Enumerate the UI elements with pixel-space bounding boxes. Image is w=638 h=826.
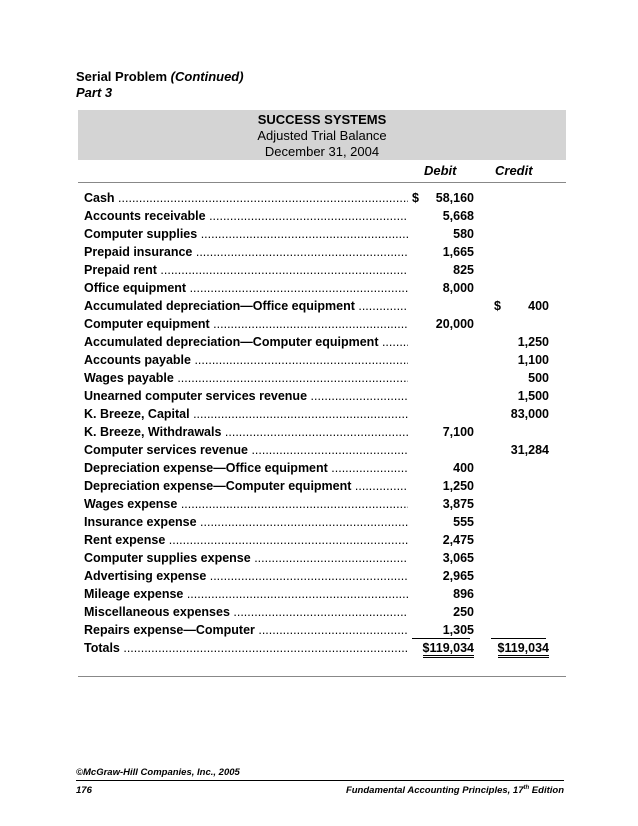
credit-amount: 1,500 xyxy=(517,389,549,403)
debit-amount: 580 xyxy=(453,227,474,241)
part-label: Part 3 xyxy=(76,85,113,100)
debit-amount: 555 xyxy=(453,515,474,529)
table-row xyxy=(84,587,566,605)
table-row xyxy=(84,299,566,317)
table-row xyxy=(84,353,566,371)
table-row xyxy=(84,335,566,353)
table-bottom-rule xyxy=(78,676,566,677)
account-name: Mileage expense ..... xyxy=(84,587,408,601)
table-row xyxy=(84,191,566,209)
table-row xyxy=(84,533,566,551)
account-name: Accounts receivable ..... xyxy=(84,209,408,223)
table-row xyxy=(84,209,566,227)
debit-amount: 2,965 xyxy=(442,569,474,583)
table-row xyxy=(84,479,566,497)
account-name: Cash ..... xyxy=(84,191,408,205)
table-row xyxy=(84,605,566,623)
total-debit: $119,034 xyxy=(423,641,474,658)
book-title-tail: Edition xyxy=(529,785,564,797)
debit-amount: 58,160 xyxy=(435,191,474,205)
debit-amount: 8,000 xyxy=(442,281,474,295)
page-number: 176 xyxy=(76,785,92,796)
table-row xyxy=(84,407,566,425)
credit-dollar-sign: $ xyxy=(494,299,501,313)
continued-label: (Continued) xyxy=(170,69,244,84)
account-name: Depreciation expense—Office equipment ..... xyxy=(84,461,408,475)
credit-amount: 83,000 xyxy=(510,407,549,421)
table-row xyxy=(84,371,566,389)
credit-column-header: Credit xyxy=(495,163,533,178)
table-row xyxy=(84,497,566,515)
debit-dollar-sign: $ xyxy=(412,191,419,205)
credit-subtotal-rule xyxy=(491,638,546,639)
debit-amount: 1,305 xyxy=(442,623,474,637)
table-row xyxy=(84,443,566,461)
account-name: Wages expense ..... xyxy=(84,497,408,511)
totals-row xyxy=(84,641,566,659)
table-row xyxy=(84,245,566,263)
column-header-row xyxy=(78,160,566,183)
debit-amount: 5,668 xyxy=(442,209,474,223)
book-title-sup: th xyxy=(523,785,530,791)
credit-amount: 400 xyxy=(528,299,549,313)
totals-label: Totals ..... xyxy=(84,641,408,655)
account-name: Prepaid insurance ..... xyxy=(84,245,408,259)
account-name: Computer equipment ..... xyxy=(84,317,408,331)
table-row xyxy=(84,227,566,245)
debit-amount: 400 xyxy=(453,461,474,475)
debit-amount: 2,475 xyxy=(442,533,474,547)
account-name: Computer services revenue ..... xyxy=(84,443,408,457)
account-name: Miscellaneous expenses ..... xyxy=(84,605,408,619)
account-name: Insurance expense ..... xyxy=(84,515,408,529)
debit-amount: 3,875 xyxy=(442,497,474,511)
debit-amount: 825 xyxy=(453,263,474,277)
total-credit: $119,034 xyxy=(498,641,549,658)
account-name: Computer supplies expense ..... xyxy=(84,551,408,565)
debit-subtotal-rule xyxy=(412,638,470,639)
statement-name: Adjusted Trial Balance xyxy=(257,128,387,143)
trial-balance-rows xyxy=(84,191,566,659)
debit-amount: 896 xyxy=(453,587,474,601)
table-row xyxy=(84,569,566,587)
account-name: Repairs expense—Computer ..... xyxy=(84,623,408,637)
table-row xyxy=(84,623,566,641)
table-row xyxy=(84,281,566,299)
account-name: Accumulated depreciation—Computer equipment ..... xyxy=(84,335,408,349)
table-row xyxy=(84,461,566,479)
debit-amount: 250 xyxy=(453,605,474,619)
book-title-main: Fundamental Accounting Principles, 17 xyxy=(345,785,524,797)
account-name: Unearned computer services revenue ..... xyxy=(84,389,408,403)
debit-amount: 20,000 xyxy=(435,317,474,331)
account-name: Rent expense ..... xyxy=(84,533,408,547)
table-row xyxy=(84,425,566,443)
book-title xyxy=(346,785,564,796)
serial-problem-heading xyxy=(76,69,244,84)
debit-amount: 3,065 xyxy=(442,551,474,565)
account-name: Advertising expense ..... xyxy=(84,569,408,583)
account-name: Wages payable ..... xyxy=(84,371,408,385)
debit-amount: 1,250 xyxy=(442,479,474,493)
account-name: Accumulated depreciation—Office equipment ..... xyxy=(84,299,408,313)
copyright-notice: ©McGraw-Hill Companies, Inc., 2005 xyxy=(76,767,240,778)
statement-date: December 31, 2004 xyxy=(264,144,380,159)
table-row xyxy=(84,515,566,533)
account-name: K. Breeze, Capital ..... xyxy=(84,407,408,421)
credit-amount: 31,284 xyxy=(510,443,549,457)
table-row xyxy=(84,389,566,407)
account-name: Computer supplies ..... xyxy=(84,227,408,241)
statement-title-box xyxy=(78,110,566,160)
company-name: SUCCESS SYSTEMS xyxy=(257,112,387,127)
table-row xyxy=(84,551,566,569)
account-name: Office equipment ..... xyxy=(84,281,408,295)
serial-label: Serial Problem xyxy=(76,69,171,84)
credit-amount: 1,100 xyxy=(517,353,549,367)
account-name: K. Breeze, Withdrawals ..... xyxy=(84,425,408,439)
credit-amount: 500 xyxy=(528,371,549,385)
debit-column-header: Debit xyxy=(424,163,457,178)
debit-amount: 7,100 xyxy=(442,425,474,439)
debit-amount: 1,665 xyxy=(442,245,474,259)
account-name: Accounts payable ..... xyxy=(84,353,408,367)
table-row xyxy=(84,317,566,335)
footer-rule xyxy=(76,780,564,781)
table-row xyxy=(84,263,566,281)
account-name: Prepaid rent ..... xyxy=(84,263,408,277)
credit-amount: 1,250 xyxy=(517,335,549,349)
account-name: Depreciation expense—Computer equipment ..... xyxy=(84,479,408,493)
